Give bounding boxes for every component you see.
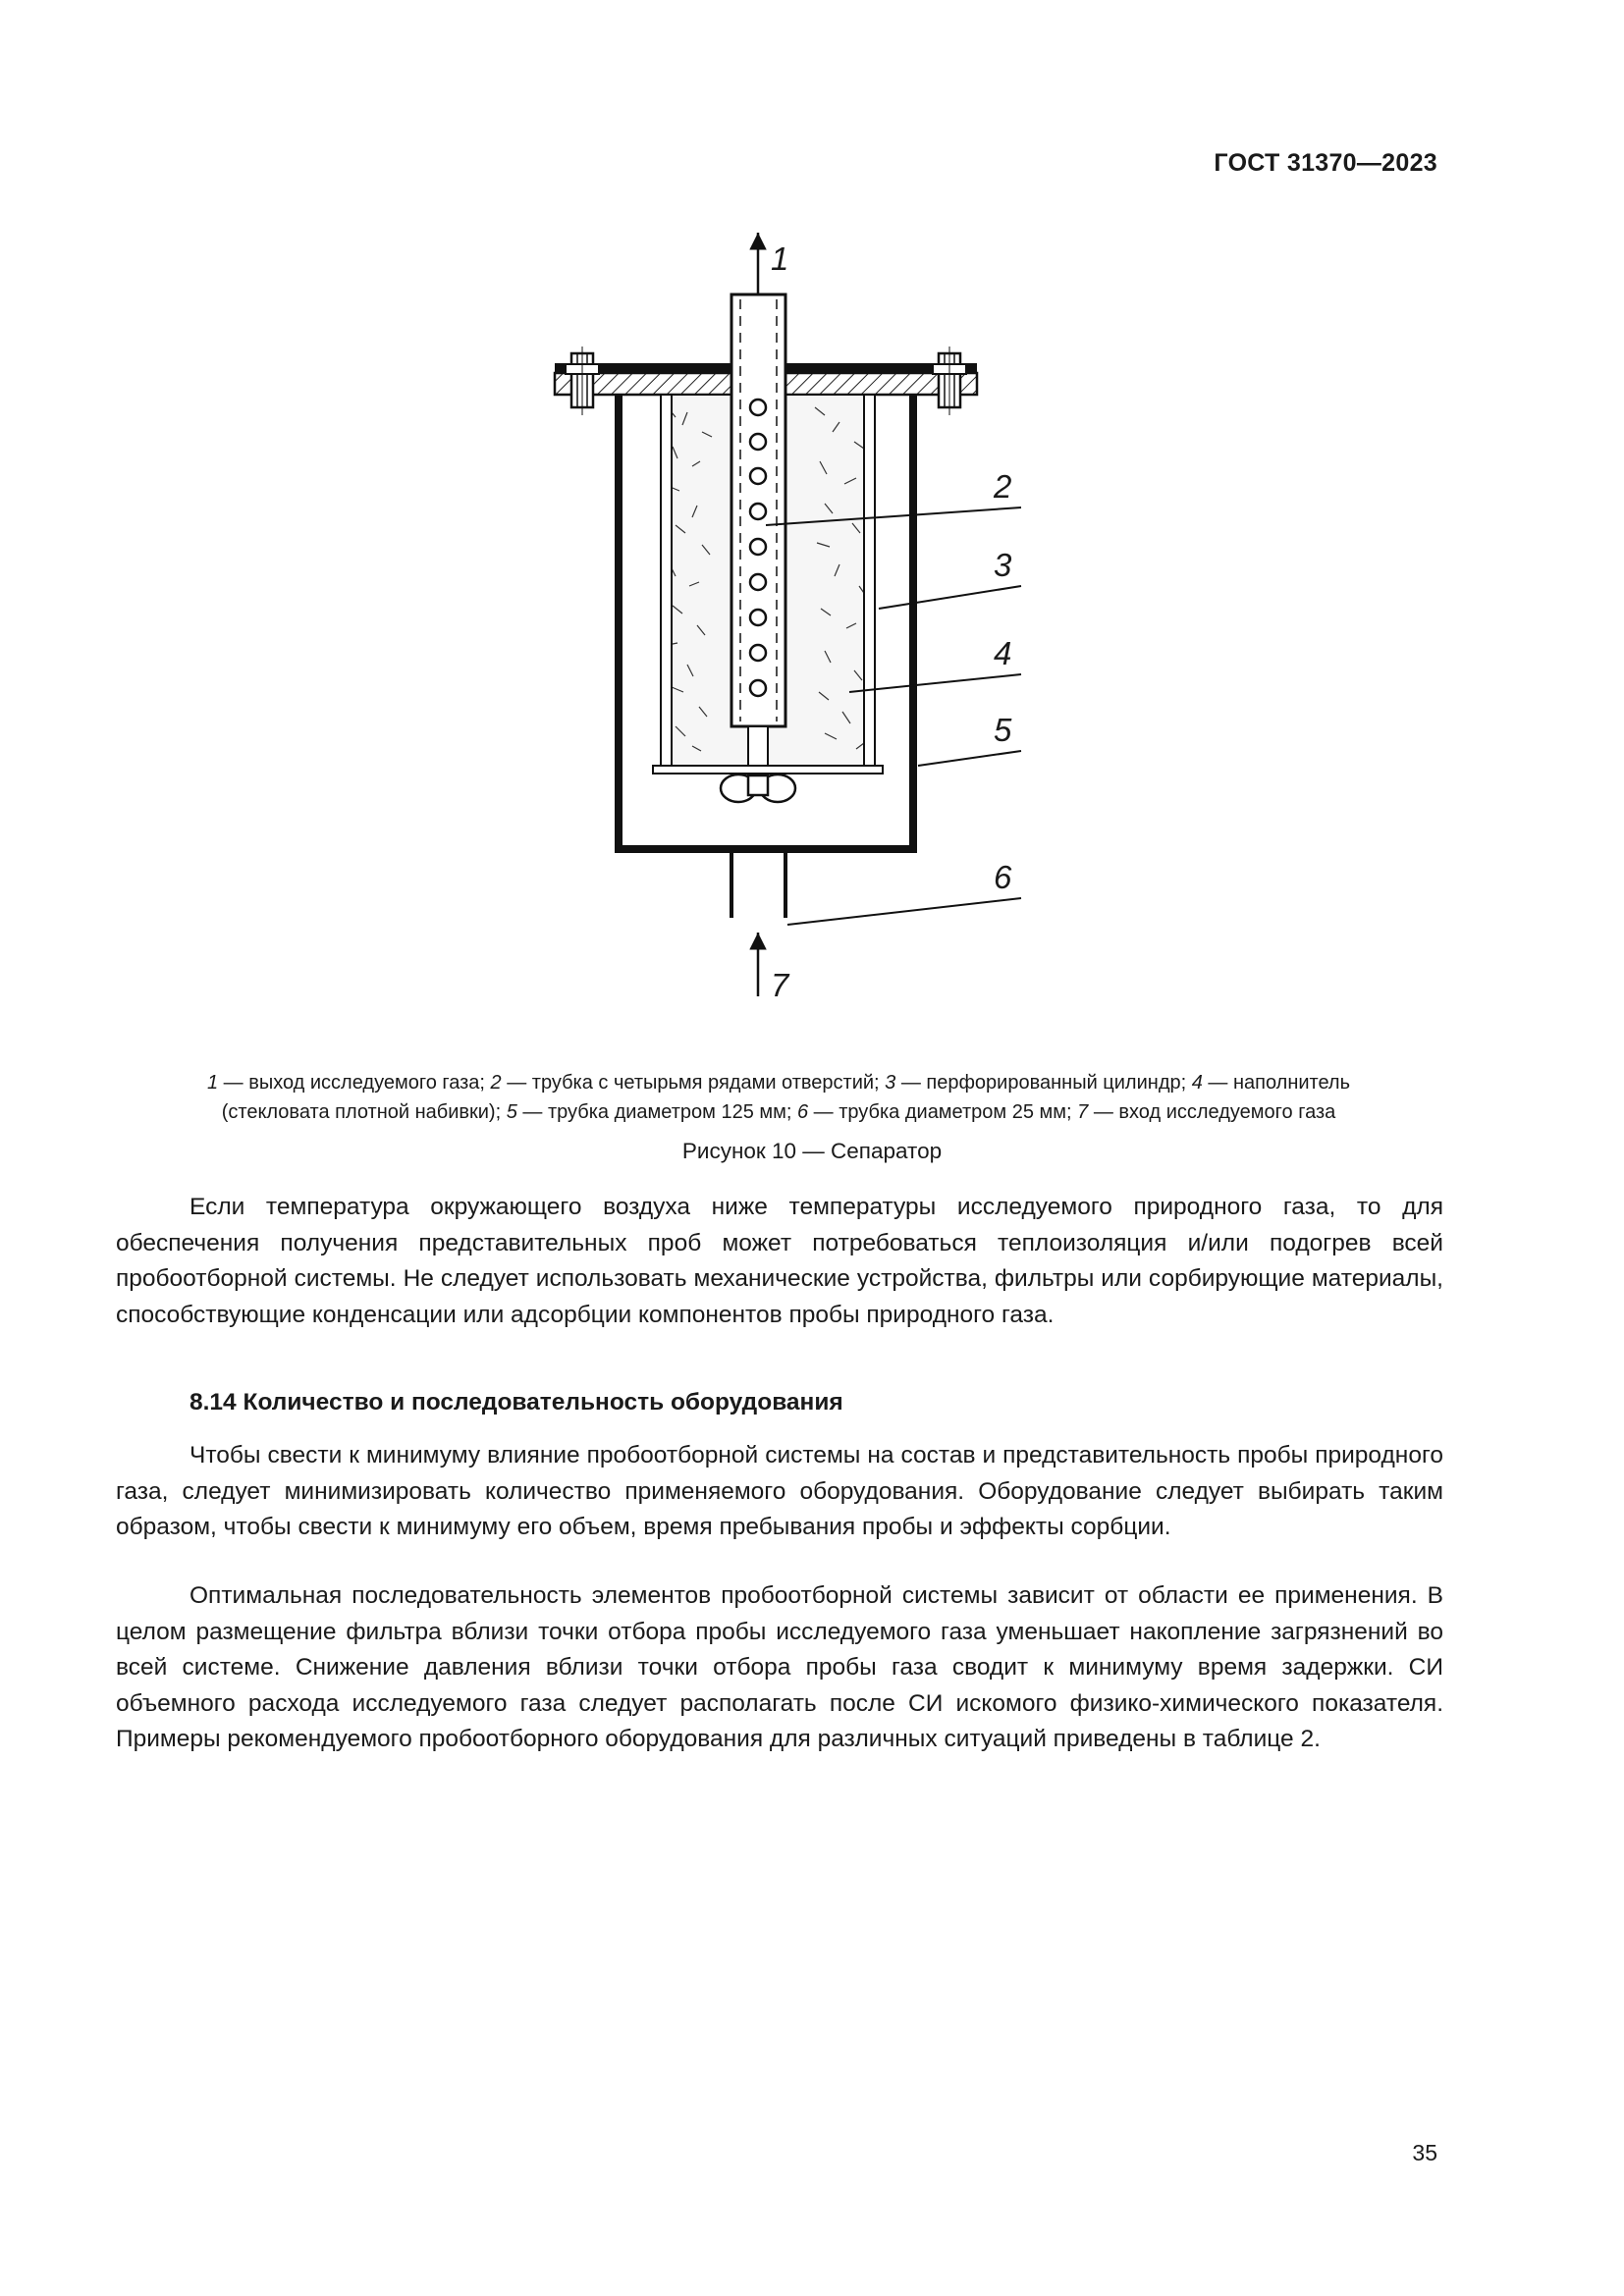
separator-diagram — [520, 221, 1031, 1036]
figure-caption: Рисунок 10 — Сепаратор — [681, 1139, 943, 1163]
section-heading: 8.14 Количество и последовательность оборудования — [189, 1389, 843, 1415]
legend-line-2: (стекловата плотной набивки); 5 — трубка диаметром 125 мм; 6 — трубка диаметром 25 мм; 7 — вход исследуемого газа — [221, 1101, 1336, 1123]
stem — [748, 726, 768, 766]
left-bolt — [566, 347, 599, 415]
tube-holes — [750, 400, 766, 696]
right-bolt — [933, 347, 966, 415]
callout-5: 5 — [994, 712, 1012, 748]
base-plate — [653, 766, 883, 774]
callout-4: 4 — [994, 635, 1012, 671]
paragraph-2: Чтобы свести к минимуму влияние пробоотборной системы на состав и представительность пробы природного газа, следует минимизировать количество применяемого оборудования. Оборудование следует выбирать таким образом, чтобы свести к минимуму его объем, время пребывания пробы и эффекты сорбции. — [116, 1442, 1443, 1540]
inlet-tube — [731, 849, 785, 918]
callout-2: 2 — [994, 468, 1012, 505]
legend-line-1: 1 — выход исследуемого газа; 2 — трубка с четырьмя рядами отверстий; 3 — перфорированный цилиндр; 4 — наполнитель — [206, 1072, 1351, 1094]
callout-6: 6 — [994, 859, 1012, 895]
callout-1: 1 — [771, 240, 789, 277]
page-number: 35 — [1412, 2140, 1437, 2165]
figure-legend — [116, 1068, 1441, 1127]
separator-figure — [520, 221, 1031, 1036]
paragraph-3: Оптимальная последовательность элементов пробоотборной системы зависит от области ее применения. В целом размещение фильтра вблизи точки отбора пробы исследуемого газа уменьшает накопление загрязнений во всей системе. Снижение давления вблизи точки отбора пробы газа сводит к минимуму время задержки. СИ объемного расхода исследуемого газа следует располагать после СИ искомого физико-химического показателя. Примеры рекомендуемого пробоотборного оборудования для различных ситуаций приведены в таблице 2. — [116, 1582, 1443, 1752]
wing-nut — [721, 774, 795, 802]
callout-3: 3 — [994, 547, 1012, 583]
callout-7: 7 — [771, 967, 789, 1003]
document-id: ГОСТ 31370—2023 — [1214, 149, 1437, 177]
perforated-cylinder — [864, 395, 875, 766]
paragraph-1: Если температура окружающего воздуха ниже температуры исследуемого природного газа, то для обеспечения получения представительных проб может потребоваться теплоизоляция и/или подогрев всей пробоотборной системы. Не следует использовать механические устройства, фильтры или сорбирующие материалы, способствующие конденсации или адсорбции компонентов пробы природного газа. — [116, 1194, 1443, 1328]
